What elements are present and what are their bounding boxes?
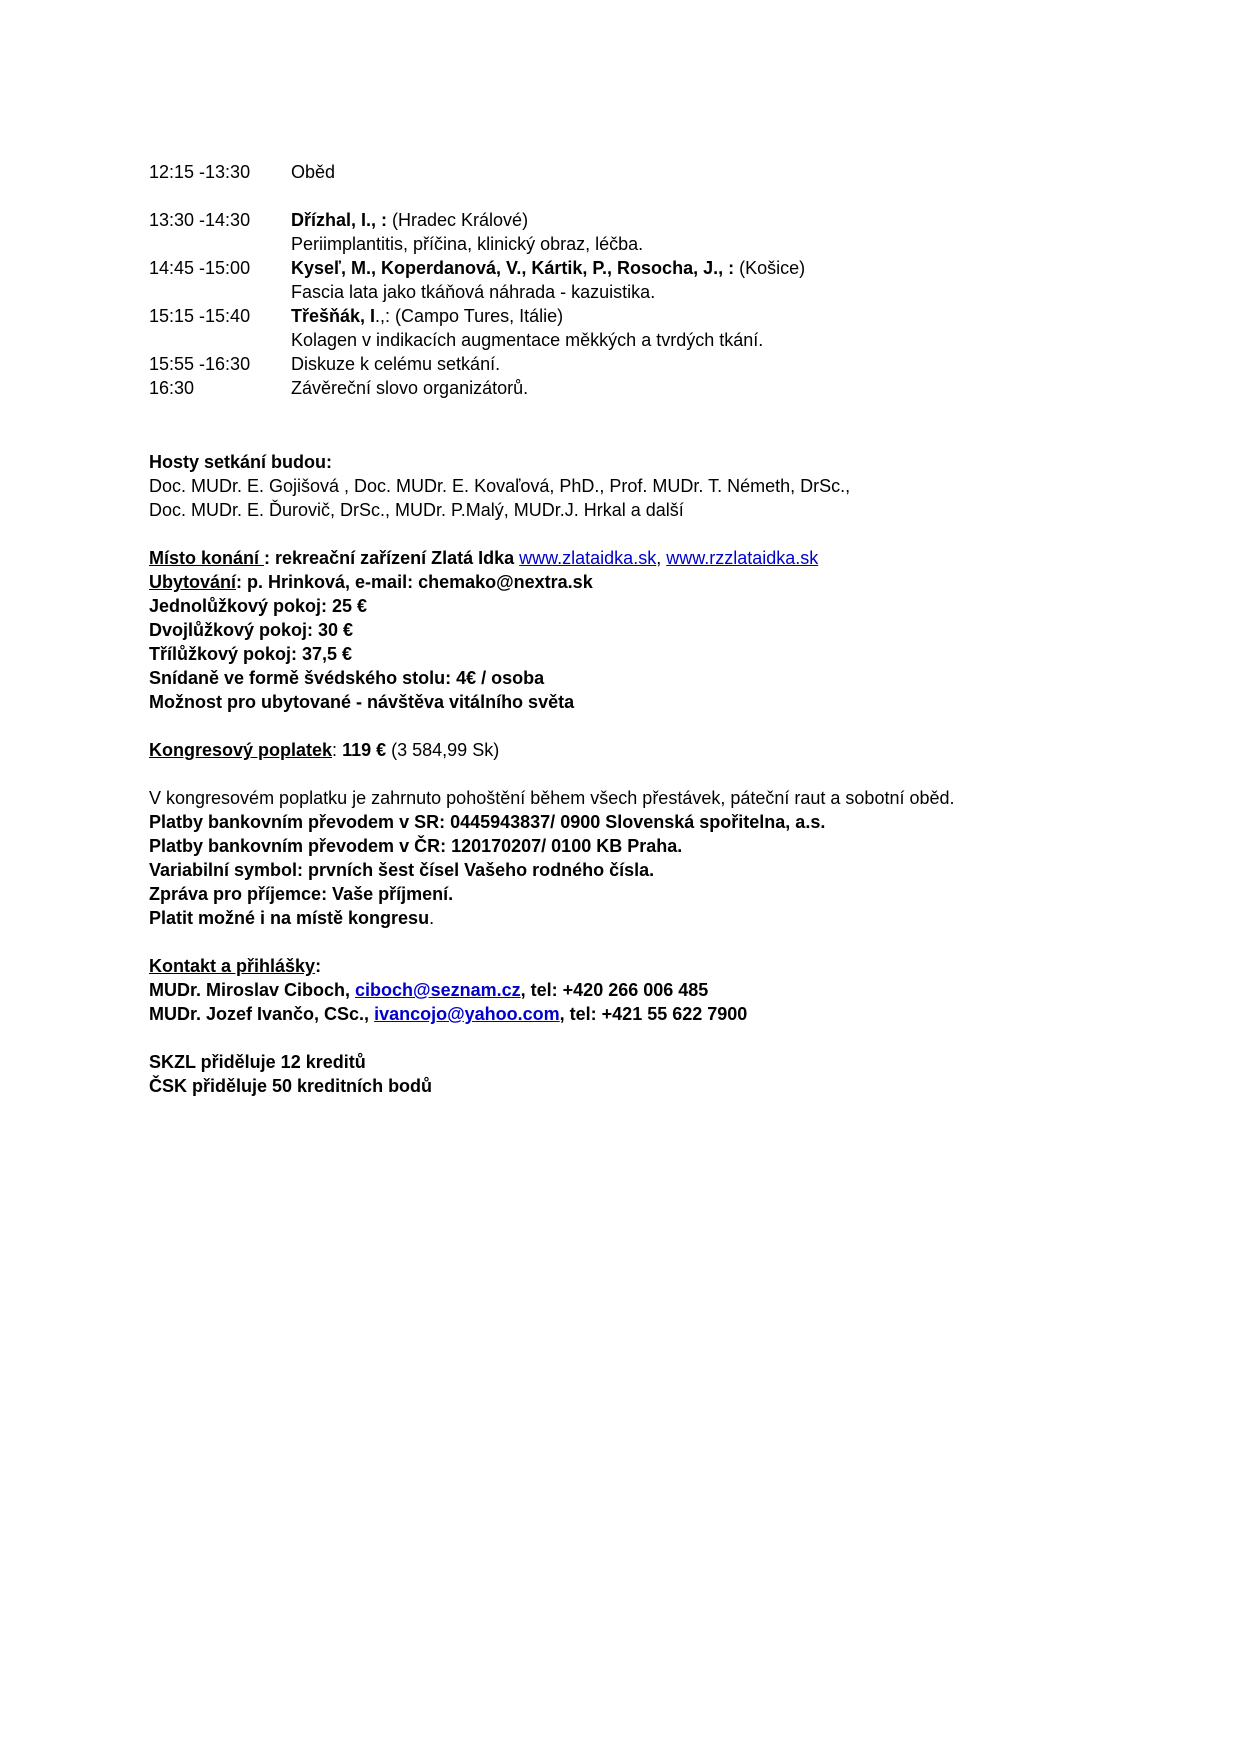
schedule-topic: Fascia lata jako tkáňová náhrada - kazuistika. [291,282,656,302]
accommodation-contact: : p. Hrinková [236,572,346,592]
contact-name: MUDr. Miroslav Ciboch, [149,980,356,1000]
double-room-price: Dvojlůžkový pokoj: 30 € [149,620,354,640]
fee-included-note: V kongresovém poplatku je zahrnuto pohoštění během všech přestávek, páteční raut a sobotní oběd. [149,788,955,808]
schedule-time: 16:30 [149,378,195,398]
schedule-topic-row [149,280,1149,304]
schedule-time: 14:45 -15:00 [149,258,251,278]
contact-email-link[interactable]: ivancojo@yahoo.com [374,1004,560,1024]
schedule-title: Oběd [291,162,336,182]
fee-label: Kongresový poplatek [149,740,333,760]
breakfast-price: Snídaně ve formě švédského stolu: 4€ / osoba [149,668,545,688]
accommodation-email: , e-mail: chemako@nextra.sk [345,572,593,592]
wellness-note: Možnost pro ubytované - návštěva vitálního světa [149,692,575,712]
contact-email-link[interactable]: ciboch@seznam.cz [355,980,521,1000]
fee-amount: 119 € [342,740,387,760]
contact-heading [149,954,1149,978]
csk-credits: ČSK přiděluje 50 kreditních bodů [149,1076,433,1096]
contact-label: Kontakt a přihlášky [149,956,316,976]
schedule-time: 15:55 -16:30 [149,354,251,374]
schedule-place: (Košice) [734,258,806,278]
single-room-price: Jednolůžkový pokoj: 25 € [149,596,368,616]
accommodation-line [149,570,1149,594]
venue-separator: , [656,548,667,568]
payment-message: Zpráva pro příjemce: Vaše příjmení. [149,884,454,904]
rzzlataidka-link[interactable]: www.rzzlataidka.sk [666,548,819,568]
schedule-place: (Hradec Králové) [387,210,529,230]
contact-tel: , tel: +421 55 622 7900 [559,1004,748,1024]
schedule-row [149,304,1149,328]
payment-onsite-dot: . [429,908,435,928]
guests-line: Doc. MUDr. E. Gojišová , Doc. MUDr. E. Kovaľová, PhD., Prof. MUDr. T. Németh, DrSc., [149,476,851,496]
guests-line: Doc. MUDr. E. Ďurovič, DrSc., MUDr. P.Malý, MUDr.J. Hrkal a další [149,500,684,520]
schedule-topic: Kolagen v indikacích augmentace měkkých a tvrdých tkání. [291,330,764,350]
schedule-time: 12:15 -13:30 [149,162,251,182]
schedule-topic: Periimplantitis, příčina, klinický obraz, léčba. [291,234,644,254]
skzl-credits: SKZL přiděluje 12 kreditů [149,1052,366,1072]
guests-heading: Hosty setkání budou: [149,452,333,472]
schedule-topic-row [149,328,1149,352]
schedule-row [149,256,1149,280]
zlataidka-link[interactable]: www.zlataidka.sk [519,548,657,568]
schedule-topic-row [149,232,1149,256]
payment-onsite-text: Platit možné i na místě kongresu [149,908,430,928]
triple-room-price: Třílůžkový pokoj: 37,5 € [149,644,353,664]
contact-name: MUDr. Jozef Ivančo, CSc., [149,1004,375,1024]
schedule-time: 15:15 -15:40 [149,306,251,326]
schedule-row [149,160,1149,184]
contact-person [149,978,1149,1002]
schedule-place: .,: (Campo Tures, Itálie) [375,306,564,326]
venue-label: Místo konání [149,548,265,568]
fee-colon: : [332,740,343,760]
schedule-authors: Dřízhal, I., : [291,210,388,230]
contact-person [149,1002,1149,1026]
venue-line [149,546,1149,570]
schedule-authors: Kyseľ, M., Koperdanová, V., Kártik, P., Rosocha, J., : [291,258,735,278]
payment-onsite [149,906,1149,930]
contact-tel: , tel: +420 266 006 485 [520,980,709,1000]
payment-sr: Platby bankovním převodem v SR: 0445943837/ 0900 Slovenská spořitelna, a.s. [149,812,826,832]
venue-text: : rekreační zařízení Zlatá Idka [264,548,520,568]
schedule-row [149,352,1149,376]
schedule-title: Diskuze k celému setkání. [291,354,501,374]
payment-variable-symbol: Variabilní symbol: prvních šest čísel Vašeho rodného čísla. [149,860,655,880]
schedule-title: Závěreční slovo organizátorů. [291,378,529,398]
contact-colon: : [315,956,322,976]
fee-line [149,738,1149,762]
schedule-row [149,208,1149,232]
fee-sk: (3 584,99 Sk) [386,740,500,760]
schedule-time: 13:30 -14:30 [149,210,251,230]
schedule-row [149,376,1149,400]
accommodation-label: Ubytování [149,572,237,592]
schedule-authors: Třešňák, I [291,306,376,326]
payment-cr: Platby bankovním převodem v ČR: 120170207/ 0100 KB Praha. [149,836,683,856]
